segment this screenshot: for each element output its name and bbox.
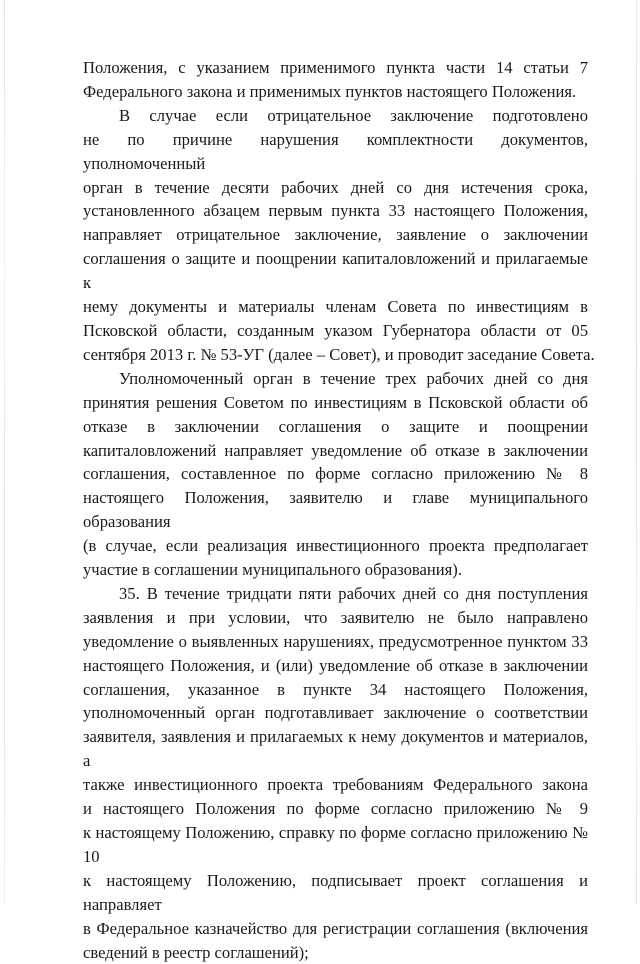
text-line: отказе в заключении соглашения о защите и поощрении	[83, 416, 588, 436]
text-line: участие в соглашении муниципального образования).	[83, 560, 462, 580]
paragraph-4	[83, 582, 588, 964]
text-line: Положения, с указанием применимого пункта части 14 статьи 7	[83, 58, 588, 77]
text-line: заявления и при условии, что заявителю не было направлено	[83, 607, 588, 627]
text-line: Федерального закона и применимых пунктов настоящего Положения.	[83, 81, 577, 101]
text-line: сентября 2013 г. № 53-УГ (далее – Совет), и проводит заседание Совета.	[83, 344, 595, 364]
text-line: 35. В течение тридцати пяти рабочих дней со дня поступления	[119, 583, 588, 603]
text-line: соглашения о защите и поощрении капиталовложений и прилагаемые к	[83, 249, 588, 293]
text-line: настоящего Положения, заявителю и главе муниципального образования	[83, 488, 588, 532]
text-line: принятия решения Советом по инвестициям в Псковской области об	[83, 392, 588, 412]
text-line: заявителя, заявления и прилагаемых к нему документов и материалов, а	[83, 727, 588, 771]
text-line: уполномоченный орган подготавливает заключение о соответствии	[83, 703, 588, 723]
text-line: Уполномоченный орган в течение трех рабочих дней со дня	[119, 368, 588, 388]
text-line: к настоящему Положению, подписывает проект соглашения и направляет	[83, 870, 588, 914]
text-line: соглашения, составленное по форме согласно приложению № 8	[83, 464, 588, 484]
text-line: В случае если отрицательное заключение подготовлено	[119, 105, 588, 125]
text-line: уведомление о выявленных нарушениях, предусмотренное пунктом 33	[83, 631, 588, 651]
text-line: нему документы и материалы членам Совета по инвестициям в	[83, 297, 588, 317]
text-line: и настоящего Положения по форме согласно приложению № 9	[83, 799, 588, 819]
text-line: сведений в реестр соглашений);	[83, 942, 309, 962]
text-line: в Федеральное казначейство для регистрации соглашения (включения	[83, 918, 588, 938]
text-line: капиталовложений направляет уведомление об отказе в заключении	[83, 440, 588, 460]
text-line: к настоящему Положению, справку по форме согласно приложению № 10	[83, 823, 588, 866]
paragraph-2	[83, 104, 595, 367]
text-line: Псковской области, созданным указом Губернатора области от 05	[83, 320, 588, 340]
paragraph-3	[83, 367, 588, 582]
text-line: (в случае, если реализация инвестиционного проекта предполагает	[83, 536, 588, 556]
text-line: не по причине нарушения комплектности документов, уполномоченный	[83, 129, 588, 173]
text-line: орган в течение десяти рабочих дней со дня истечения срока,	[83, 177, 588, 197]
text-line: направляет отрицательное заключение, заявление о заключении	[83, 225, 588, 245]
paragraph-1	[83, 56, 588, 104]
scan-edge-right	[636, 0, 637, 905]
text-line: настоящего Положения, и (или) уведомление об отказе в заключении	[83, 655, 588, 675]
text-line: установленного абзацем первым пункта 33 настоящего Положения,	[83, 201, 588, 221]
text-line: соглашения, указанное в пункте 34 настоящего Положения,	[83, 679, 588, 699]
text-line: также инвестиционного проекта требованиям Федерального закона	[83, 775, 588, 795]
document-text-body	[83, 56, 595, 964]
scan-edge-left	[4, 0, 5, 905]
